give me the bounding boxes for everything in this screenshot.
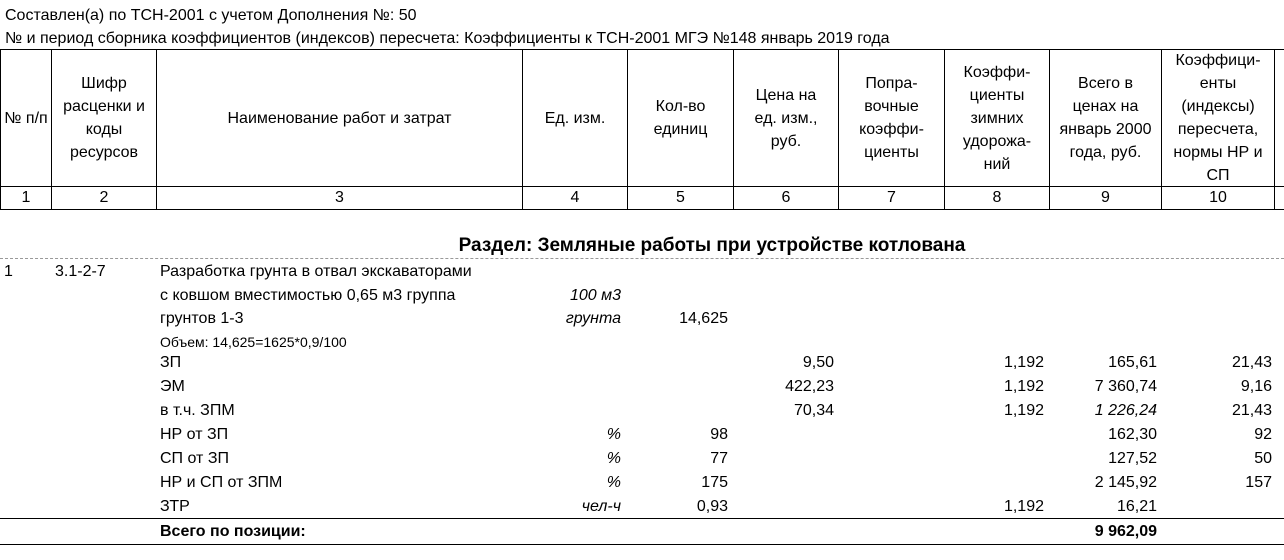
row-cell-name: НР и СП от ЗПМ: [160, 474, 283, 491]
col-header-winter: Коэффи-циенты зимних удорожа-ний: [962, 63, 1032, 173]
position-unit-line: 100 м3: [569, 287, 621, 304]
row-cell-name: ЗТР: [160, 498, 190, 515]
row-cell-coef: 9,16: [1240, 378, 1272, 395]
row-cell-total: 165,61: [1108, 354, 1157, 371]
row-cell-winter: 1,192: [1003, 402, 1044, 419]
col-number: 8: [992, 189, 1002, 206]
row-cell-qty: 175: [701, 474, 728, 491]
col-number: 6: [781, 189, 791, 206]
row-cell-qty: 77: [710, 450, 728, 467]
row-cell-unit: %: [606, 426, 621, 443]
row-cell-price: 9,50: [802, 354, 834, 371]
col-number: 7: [887, 189, 896, 206]
col-number: 3: [335, 189, 344, 206]
col-header-coefficients: Коэффици-енты (индексы) пересчета, нормы НР и СП: [1173, 52, 1263, 184]
row-cell-total: 1 226,24: [1094, 402, 1157, 419]
position-qty: 14,625: [679, 310, 728, 327]
total-value: 9 962,09: [1094, 523, 1157, 540]
header-line-coefficients: № и период сборника коэффициентов (индексов) пересчета: Коэффициенты к ТСН-2001 МГЭ №148 январь 2019 года: [5, 30, 890, 47]
row-cell-winter: 1,192: [1003, 498, 1044, 515]
row-cell-total: 7 360,74: [1094, 378, 1157, 395]
volume-note: Объем: 14,625=1625*0,9/100: [160, 334, 347, 350]
position-code: 3.1-2-7: [55, 263, 106, 280]
col-header-name: Наименование работ и затрат: [227, 109, 452, 127]
row-cell-price: 70,34: [793, 402, 834, 419]
row-cell-qty: 98: [710, 426, 728, 443]
col-number: 1: [21, 189, 31, 206]
row-cell-unit: %: [606, 474, 621, 491]
row-cell-coef: 50: [1254, 450, 1272, 467]
row-cell-qty: 0,93: [696, 498, 728, 515]
position-unit-line: грунта: [565, 310, 621, 327]
position-name-line: с ковшом вместимостью 0,65 м3 группа: [160, 287, 456, 304]
col-header-correction: Попра-вочные коэффи-циенты: [859, 75, 924, 161]
col-header-num: № п/п: [4, 109, 48, 127]
col-number: 2: [99, 189, 109, 206]
row-cell-total: 16,21: [1116, 498, 1157, 515]
row-cell-name: в т.ч. ЗПМ: [160, 402, 235, 419]
position-name-line: грунтов 1-3: [160, 310, 244, 327]
row-cell-coef: 21,43: [1231, 402, 1272, 419]
header-line-basis: Составлен(а) по ТСН-2001 с учетом Дополнения №: 50: [5, 7, 417, 24]
row-cell-coef: 92: [1254, 426, 1272, 443]
row-cell-winter: 1,192: [1003, 354, 1044, 371]
col-header-code: Шифр расценки и коды ресурсов: [63, 75, 145, 161]
col-header-unit: Ед. изм.: [544, 109, 606, 127]
position-number: 1: [4, 263, 13, 280]
row-cell-name: НР от ЗП: [160, 426, 229, 443]
row-cell-name: ЭМ: [160, 378, 185, 395]
col-header-total-2000: Всего в ценах на январь 2000 года, руб.: [1059, 75, 1152, 161]
row-cell-name: СП от ЗП: [160, 450, 229, 467]
row-cell-total: 127,52: [1108, 450, 1157, 467]
total-label: Всего по позиции:: [160, 523, 306, 540]
row-cell-total: 2 145,92: [1094, 474, 1157, 491]
section-title: Раздел: Земляные работы при устройстве котлована: [458, 235, 966, 256]
row-cell-winter: 1,192: [1003, 378, 1044, 395]
col-number: 10: [1209, 189, 1227, 206]
position-name-line: Разработка грунта в отвал экскаваторами: [160, 263, 472, 280]
row-cell-unit: чел-ч: [581, 498, 621, 515]
col-header-qty: Кол-во единиц: [653, 98, 708, 138]
col-number: 9: [1101, 189, 1110, 206]
row-cell-coef: 21,43: [1231, 354, 1272, 371]
row-cell-total: 162,30: [1108, 426, 1157, 443]
col-number: 4: [570, 189, 580, 206]
col-header-price: Цена на ед. изм., руб.: [754, 86, 818, 150]
col-number: 5: [676, 189, 685, 206]
row-cell-price: 422,23: [785, 378, 834, 395]
row-cell-coef: 157: [1245, 474, 1272, 491]
row-cell-unit: %: [606, 450, 621, 467]
row-cell-name: ЗП: [160, 354, 182, 371]
